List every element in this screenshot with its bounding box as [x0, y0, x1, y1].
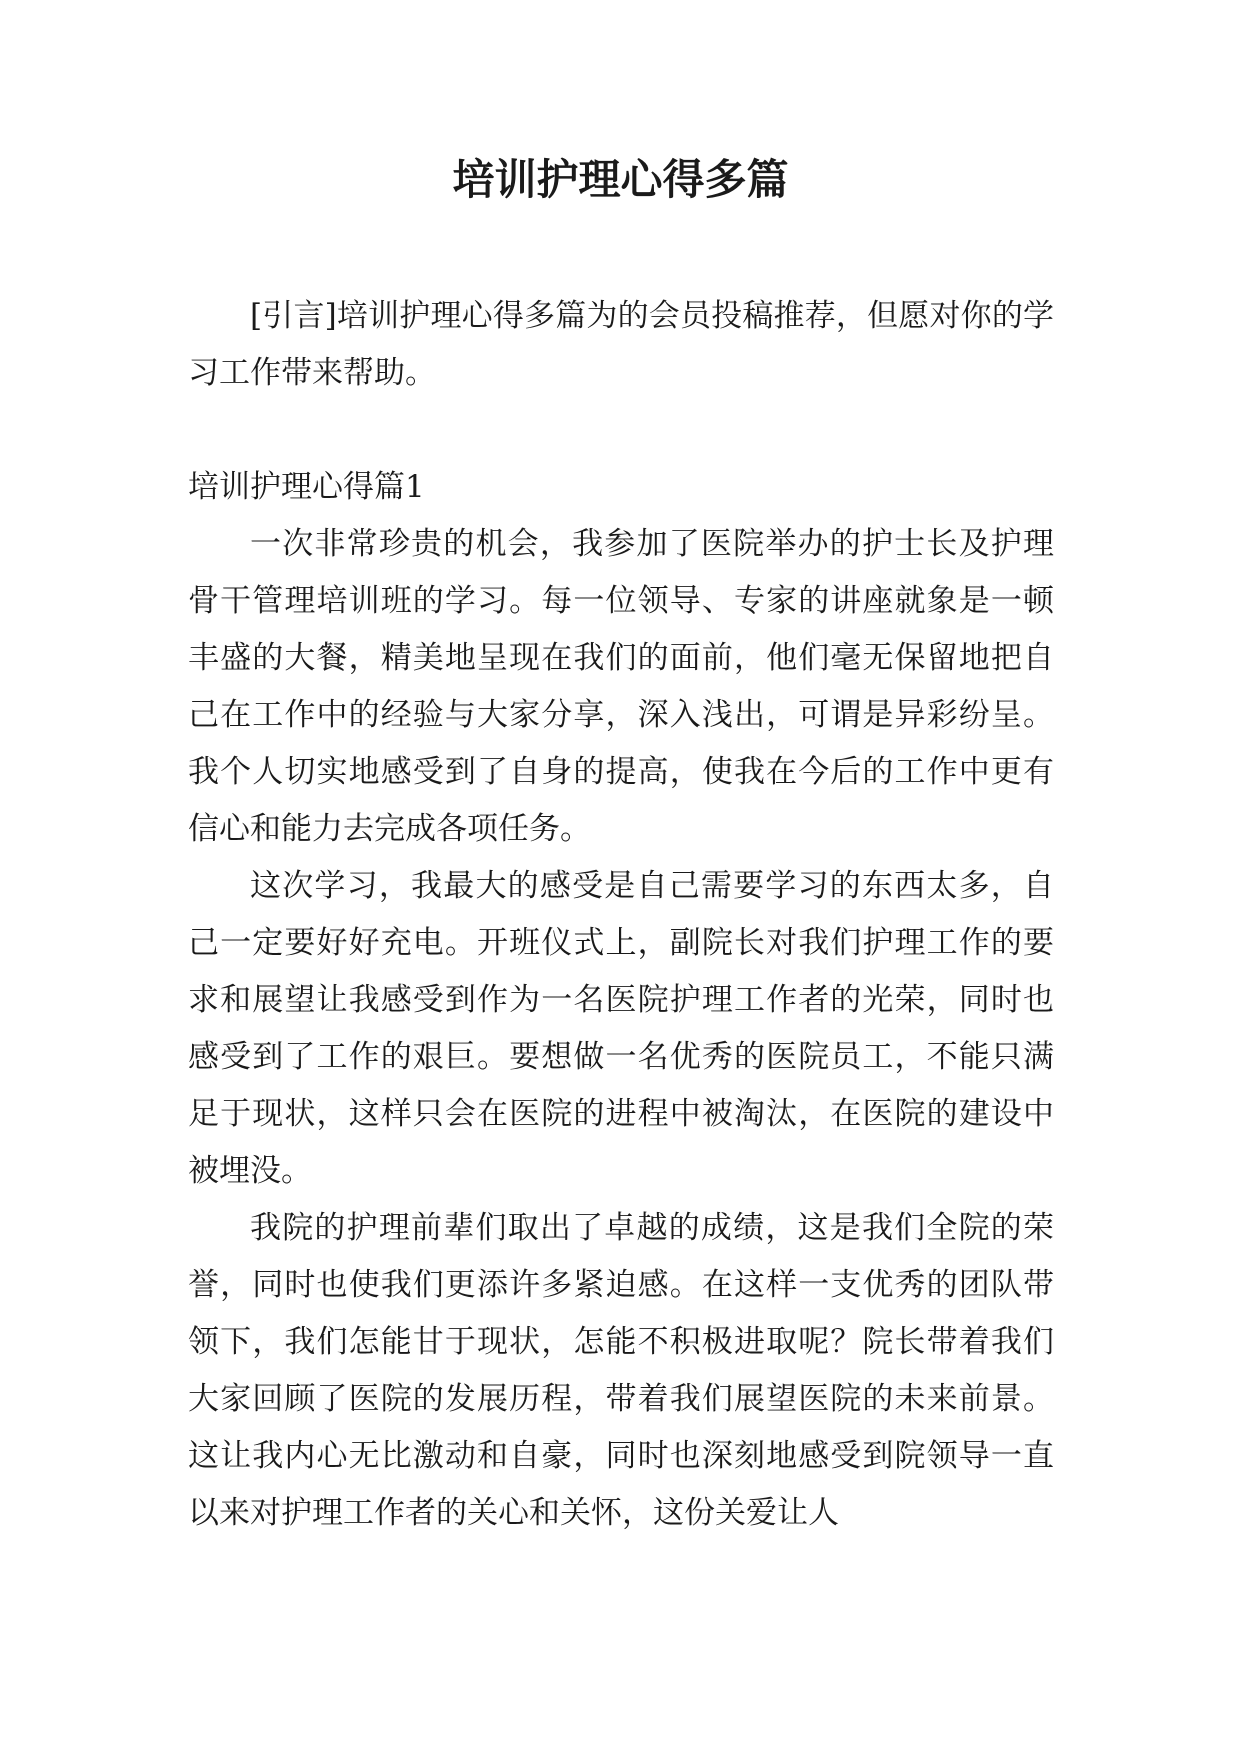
body-paragraph-1: 一次非常珍贵的机会，我参加了医院举办的护士长及护理骨干管理培训班的学习。每一位领导、专家的讲座就象是一顿丰盛的大餐，精美地呈现在我们的面前，他们毫无保留地把自己在工作中的经验与大家分享，深入浅出，可谓是异彩纷呈。我个人切实地感受到了自身的提高，使我在今后的工作中更有信心和能力去完成各项任务。	[188, 526, 1054, 847]
section-heading: 培训护理心得篇1	[188, 469, 425, 505]
document-title: 培训护理心得多篇	[452, 155, 789, 204]
body-paragraph-2: 这次学习，我最大的感受是自己需要学习的东西太多，自己一定要好好充电。开班仪式上，副院长对我们护理工作的要求和展望让我感受到作为一名医院护理工作者的光荣，同时也感受到了工作的艰巨。要想做一名优秀的医院员工，不能只满足于现状，这样只会在医院的进程中被淘汰，在医院的建设中被埋没。	[188, 868, 1054, 1189]
body-paragraph-3: 我院的护理前辈们取出了卓越的成绩，这是我们全院的荣誉，同时也使我们更添许多紧迫感。在这样一支优秀的团队带领下，我们怎能甘于现状，怎能不积极进取呢？院长带着我们大家回顾了医院的发展历程，带着我们展望医院的未来前景。这让我内心无比激动和自豪，同时也深刻地感受到院领导一直以来对护理工作者的关心和关怀，这份关爱让人	[188, 1210, 1054, 1531]
document-body	[188, 288, 1054, 1542]
intro-paragraph: [引言]培训护理心得多篇为的会员投稿推荐，但愿对你的学习工作带来帮助。	[188, 298, 1054, 391]
